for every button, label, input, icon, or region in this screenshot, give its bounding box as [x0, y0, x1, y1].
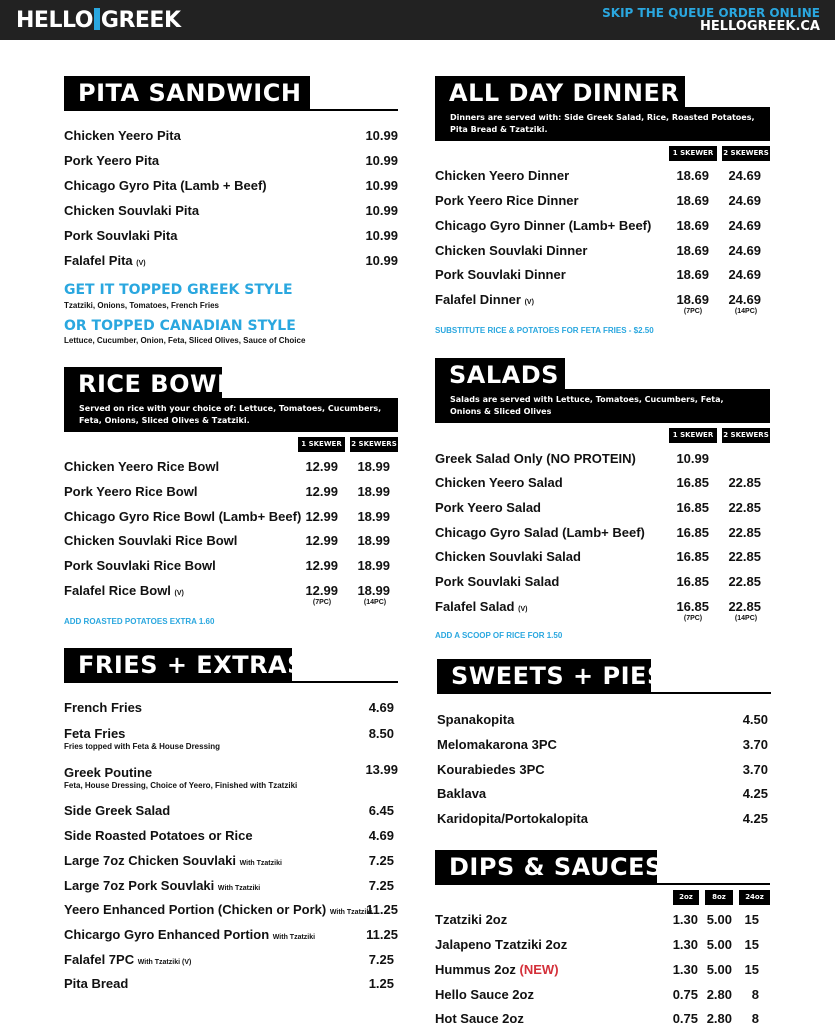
- price-1-skewer: 16.85: [676, 549, 709, 564]
- order-tagline: SKIP THE QUEUE ORDER ONLINE: [602, 6, 820, 20]
- item-name: Greek Poutine: [64, 765, 153, 780]
- add-potatoes-note: ADD ROASTED POTATOES EXTRA 1.60: [64, 617, 215, 626]
- item-name-text: Large 7oz Pork Souvlaki: [64, 878, 215, 893]
- item-name: Pork Souvlaki Salad: [435, 574, 560, 589]
- column-header-2oz: 2oz: [673, 890, 699, 905]
- price-2-skewers: 18.99: [357, 484, 390, 499]
- item-name: [435, 599, 527, 614]
- section-title: SALADS: [435, 358, 565, 392]
- item-price: 6.45: [368, 803, 394, 818]
- item-name: [64, 927, 315, 942]
- item-name: Pork Souvlaki Dinner: [435, 267, 566, 282]
- item-tag: With Tzatziki: [272, 934, 316, 941]
- price-1-skewer: 16.85: [676, 574, 709, 589]
- menu-item: [64, 726, 394, 752]
- item-name: Hot Sauce 2oz: [435, 1011, 524, 1024]
- item-name: Pita Bread: [64, 976, 129, 991]
- piece-count-2: (14PC): [734, 308, 758, 315]
- price-2oz: 0.75: [672, 1011, 698, 1024]
- new-badge: (NEW): [519, 962, 559, 977]
- item-name: [435, 292, 534, 307]
- price-2-skewers: 22.85: [728, 500, 761, 515]
- brand-logo[interactable]: [16, 8, 181, 33]
- title-underline: [437, 692, 771, 694]
- price-1-skewer: 16.85: [676, 475, 709, 490]
- item-name: Side Roasted Potatoes or Rice: [64, 828, 253, 843]
- item-price: 4.25: [742, 786, 768, 801]
- item-name-text: Falafel Salad: [435, 599, 515, 614]
- item-name: Chicken Yeero Salad: [435, 475, 563, 490]
- column-header-2-skewers: 2 SKEWERS: [722, 146, 770, 161]
- item-name-text: Yeero Enhanced Portion (Chicken or Pork): [64, 902, 327, 917]
- price-2-skewers: 18.99: [357, 509, 390, 524]
- column-header-2-skewers: 2 SKEWERS: [350, 437, 398, 452]
- section-description: Salads are served with Lettuce, Tomatoes, Cucumbers, Feta, Onions & Sliced Olives: [435, 389, 770, 423]
- item-price: 1.25: [368, 976, 394, 991]
- price-1-skewer: 12.99: [305, 583, 338, 598]
- item-name: French Fries: [64, 700, 143, 715]
- item-name: [435, 962, 559, 977]
- piece-count-2: (14PC): [734, 615, 758, 622]
- column-header-1-skewer: 1 SKEWER: [298, 437, 345, 452]
- item-name: [64, 853, 282, 868]
- price-24oz: 15: [744, 912, 759, 927]
- price-2-skewers: 22.85: [728, 549, 761, 564]
- item-name: [64, 878, 260, 893]
- section-title: FRIES + EXTRAS: [64, 648, 292, 682]
- item-price: 10.99: [365, 203, 398, 218]
- piece-count-1: (7PC): [312, 599, 332, 606]
- menu-item: [435, 599, 770, 627]
- item-price: 8.50: [368, 726, 394, 741]
- item-name: Pork Souvlaki Pita: [64, 228, 178, 243]
- item-name: Chicken Souvlaki Dinner: [435, 243, 588, 258]
- piece-count-1: (7PC): [683, 615, 703, 622]
- price-1-skewer: 12.99: [305, 558, 338, 573]
- item-price: 4.50: [742, 712, 768, 727]
- item-name: Melomakarona 3PC: [437, 737, 557, 752]
- item-price: 10.99: [365, 253, 398, 268]
- website-link[interactable]: HELLOGREEK.CA: [700, 19, 820, 34]
- price-2-skewers: 22.85: [728, 574, 761, 589]
- price-2-skewers: 18.99: [357, 459, 390, 474]
- item-name: Chicken Souvlaki Rice Bowl: [64, 533, 238, 548]
- item-price: 4.69: [368, 828, 394, 843]
- item-price: 10.99: [365, 228, 398, 243]
- item-tag: With Tzatziki: [239, 860, 282, 867]
- item-price: 11.25: [366, 902, 398, 917]
- item-description: Feta, House Dressing, Choice of Yeero, Finished with Tzatziki: [64, 781, 298, 790]
- sweets-pies-section: [437, 659, 771, 829]
- price-1-skewer: 10.99: [676, 451, 709, 466]
- price-2oz: 1.30: [672, 962, 698, 977]
- section-title: ALL DAY DINNER: [435, 76, 685, 110]
- item-name-text: Hummus 2oz: [435, 962, 516, 977]
- item-description: Fries topped with Feta & House Dressing: [64, 742, 221, 751]
- menu-item: [64, 762, 398, 791]
- price-24oz: 15: [744, 962, 759, 977]
- price-1-skewer: 18.69: [676, 193, 709, 208]
- price-8oz: 5.00: [706, 937, 732, 952]
- price-24oz: 15: [744, 937, 759, 952]
- price-2-skewers: 18.99: [357, 583, 390, 598]
- vegetarian-tag: (V): [518, 606, 528, 613]
- item-name: Chicken Yeero Rice Bowl: [64, 459, 220, 474]
- item-tag: With Tzatziki: [329, 909, 373, 916]
- price-2-skewers: 24.69: [728, 292, 761, 307]
- item-price: 11.25: [366, 927, 398, 942]
- vegetarian-tag: (V): [136, 260, 146, 267]
- section-description: Dinners are served with: Side Greek Salad, Rice, Roasted Potatoes, Pita Bread & Tzatziki.: [435, 107, 770, 141]
- column-header-1-skewer: 1 SKEWER: [669, 146, 717, 161]
- price-1-skewer: 18.69: [676, 267, 709, 282]
- item-name: Feta Fries: [64, 726, 126, 741]
- item-price: 3.70: [742, 762, 768, 777]
- price-1-skewer: 12.99: [305, 459, 338, 474]
- item-name: Hello Sauce 2oz: [435, 987, 534, 1002]
- title-underline: [64, 109, 398, 111]
- price-8oz: 5.00: [706, 912, 732, 927]
- price-1-skewer: 18.69: [676, 292, 709, 307]
- vegetarian-tag: (V): [524, 299, 534, 306]
- item-tag: With Tzatziki: [217, 885, 261, 892]
- price-2-skewers: 18.99: [357, 558, 390, 573]
- item-price: 3.70: [742, 737, 768, 752]
- item-name: Chicago Gyro Pita (Lamb + Beef): [64, 178, 267, 193]
- fries-extras-section: [64, 648, 398, 998]
- column-header-8oz: 8oz: [705, 890, 733, 905]
- item-name-text: Falafel Dinner: [435, 292, 521, 307]
- column-header-24oz: 24oz: [739, 890, 770, 905]
- logo-greek: GREEK: [100, 8, 181, 33]
- item-name: Jalapeno Tzatziki 2oz: [435, 937, 568, 952]
- feta-fries-substitute-note: SUBSTITUTE RICE & POTATOES FOR FETA FRIES - $2.50: [435, 326, 654, 335]
- price-2oz: 1.30: [672, 912, 698, 927]
- price-2-skewers: 24.69: [728, 243, 761, 258]
- canadian-style-title: OR TOPPED CANADIAN STYLE: [64, 318, 296, 334]
- item-name: [64, 902, 372, 917]
- item-name: Chicago Gyro Dinner (Lamb+ Beef): [435, 218, 652, 233]
- canadian-style-toppings: Lettuce, Cucumber, Onion, Feta, Sliced Olives, Sauce of Choice: [64, 336, 306, 345]
- title-underline: [64, 681, 398, 683]
- item-name: Greek Salad Only (NO PROTEIN): [435, 451, 636, 466]
- logo-hello: HELLO: [16, 8, 93, 33]
- vegetarian-tag: (V): [174, 590, 184, 597]
- item-name: Pork Yeero Rice Dinner: [435, 193, 579, 208]
- item-price: 7.25: [368, 952, 394, 967]
- piece-count-2: (14PC): [363, 599, 387, 606]
- section-title: DIPS & SAUCES: [435, 850, 657, 884]
- item-name: Pork Souvlaki Rice Bowl: [64, 558, 216, 573]
- price-1-skewer: 18.69: [676, 243, 709, 258]
- greek-style-toppings: Tzatziki, Onions, Tomatoes, French Fries: [64, 301, 219, 310]
- item-name: Pork Yeero Rice Bowl: [64, 484, 198, 499]
- item-name: [64, 253, 146, 268]
- item-name-text: Chicargo Gyro Enhanced Portion: [64, 927, 270, 942]
- item-name: Pork Yeero Salad: [435, 500, 541, 515]
- item-name: [64, 952, 191, 967]
- price-2-skewers: 22.85: [728, 475, 761, 490]
- online-order-promo[interactable]: [602, 7, 820, 33]
- item-price: 7.25: [368, 878, 394, 893]
- all-day-dinner-section: [435, 76, 770, 342]
- item-name-text: Falafel Pita: [64, 253, 133, 268]
- price-24oz: 8: [751, 1011, 759, 1024]
- item-name: Side Greek Salad: [64, 803, 171, 818]
- price-8oz: 2.80: [706, 987, 732, 1002]
- title-underline: [435, 883, 770, 885]
- price-2-skewers: 22.85: [728, 599, 761, 614]
- price-2oz: 0.75: [672, 987, 698, 1002]
- price-8oz: 5.00: [706, 962, 732, 977]
- menu-item: [435, 292, 770, 320]
- item-price: 4.69: [368, 700, 394, 715]
- price-1-skewer: 18.69: [676, 168, 709, 183]
- price-1-skewer: 16.85: [676, 500, 709, 515]
- rice-bowl-section: [64, 367, 398, 629]
- item-name: Chicken Yeero Dinner: [435, 168, 570, 183]
- price-2-skewers: 22.85: [728, 525, 761, 540]
- price-1-skewer: 18.69: [676, 218, 709, 233]
- item-name: Baklava: [437, 786, 487, 801]
- price-1-skewer: 16.85: [676, 525, 709, 540]
- greek-style-title: GET IT TOPPED GREEK STYLE: [64, 282, 293, 298]
- item-name: Chicken Yeero Pita: [64, 128, 181, 143]
- item-name: Chicago Gyro Salad (Lamb+ Beef): [435, 525, 645, 540]
- item-price: 10.99: [365, 178, 398, 193]
- item-name: Kourabiedes 3PC: [437, 762, 545, 777]
- pita-section: [64, 76, 398, 356]
- item-name-text: Large 7oz Chicken Souvlaki: [64, 853, 236, 868]
- logo-bar-icon: [94, 8, 100, 30]
- price-2-skewers: 18.99: [357, 533, 390, 548]
- price-8oz: 2.80: [706, 1011, 732, 1024]
- item-name: Spanakopita: [437, 712, 515, 727]
- section-title: PITA SANDWICH: [64, 76, 310, 110]
- price-1-skewer: 12.99: [305, 484, 338, 499]
- item-tag: With Tzatziki (V): [137, 959, 192, 966]
- section-title: SWEETS + PIES: [437, 659, 651, 693]
- price-2-skewers: 24.69: [728, 267, 761, 282]
- item-name-text: Falafel Rice Bowl: [64, 583, 171, 598]
- item-name: Chicken Souvlaki Pita: [64, 203, 200, 218]
- column-header-2-skewers: 2 SKEWERS: [722, 428, 770, 443]
- price-2-skewers: 24.69: [728, 218, 761, 233]
- price-1-skewer: 12.99: [305, 533, 338, 548]
- top-bar: [0, 0, 835, 40]
- price-1-skewer: 16.85: [676, 599, 709, 614]
- salads-section: [435, 358, 770, 644]
- item-name: Karidopita/Portokalopita: [437, 811, 588, 826]
- add-rice-note: ADD A SCOOP OF RICE FOR 1.50: [435, 631, 563, 640]
- price-24oz: 8: [751, 987, 759, 1002]
- section-title: RICE BOWL: [64, 367, 222, 401]
- item-name: Pork Yeero Pita: [64, 153, 160, 168]
- item-price: 10.99: [365, 128, 398, 143]
- item-price: 4.25: [742, 811, 768, 826]
- item-price: 10.99: [365, 153, 398, 168]
- column-header-1-skewer: 1 SKEWER: [669, 428, 717, 443]
- item-name-text: Falafel 7PC: [64, 952, 135, 967]
- item-name: [64, 583, 184, 598]
- dips-sauces-section: [435, 850, 770, 1024]
- section-description: Served on rice with your choice of: Lettuce, Tomatoes, Cucumbers, Feta, Onions, Sliced Olives & Tzatziki.: [64, 398, 398, 432]
- price-2-skewers: 24.69: [728, 168, 761, 183]
- item-name: Tzatziki 2oz: [435, 912, 508, 927]
- price-2oz: 1.30: [672, 937, 698, 952]
- item-name: Chicken Souvlaki Salad: [435, 549, 581, 564]
- item-price: 7.25: [368, 853, 394, 868]
- price-2-skewers: 24.69: [728, 193, 761, 208]
- item-price: 13.99: [365, 762, 398, 777]
- item-name: Chicago Gyro Rice Bowl (Lamb+ Beef): [64, 509, 302, 524]
- piece-count-1: (7PC): [683, 308, 703, 315]
- price-1-skewer: 12.99: [305, 509, 338, 524]
- menu-item: [64, 583, 398, 611]
